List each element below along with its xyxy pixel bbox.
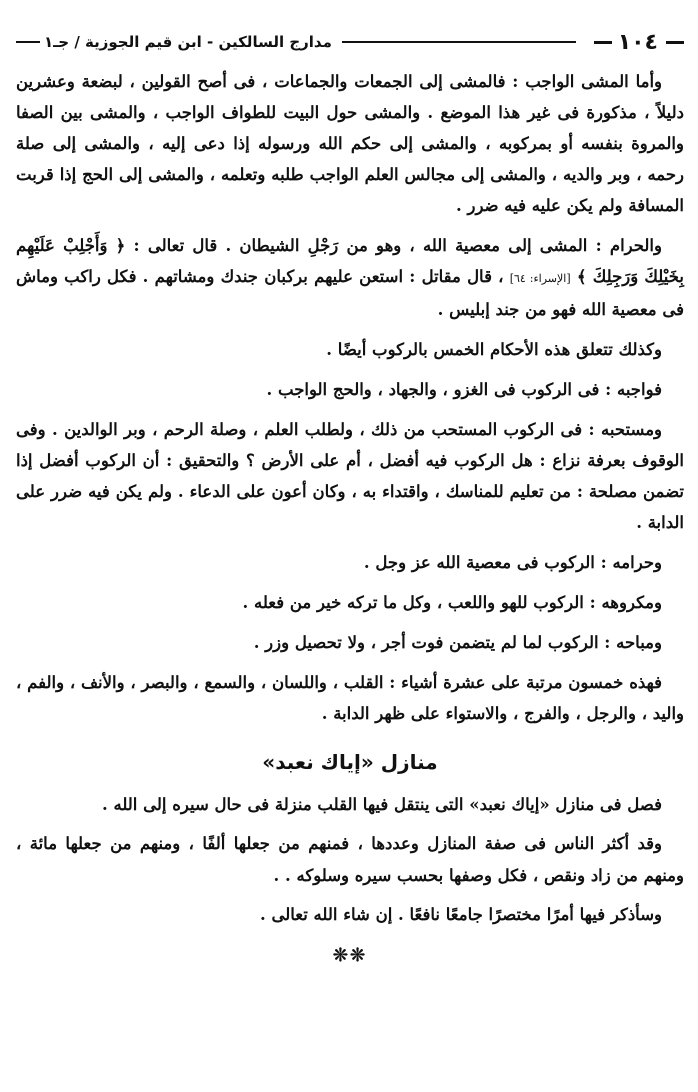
header-rule <box>342 41 576 43</box>
page-number: ١٠٤ <box>617 29 658 55</box>
verse-reference: [الإسراء: ٦٤] <box>509 272 571 285</box>
main-text <box>16 66 684 729</box>
asterism-separator: ❊❊ <box>332 945 368 966</box>
paragraph-text: والحرام : المشى إلى معصية الله ، وهو من رَجْلِ الشيطان . قال تعالى : ﴿ وَأَجْلِبْ عَلَيْهِم بِخَيْلِكَ وَرَجِلِكَ ﴾ <box>16 236 684 286</box>
paragraph-riding-rulings: وكذلك تتعلق هذه الأحكام الخمس بالركوب أيضًا . <box>326 340 662 359</box>
header-dash <box>16 41 40 43</box>
paragraph-fifty-ranks: فهذه خمسون مرتبة على عشرة أشياء : القلب ، واللسان ، والسمع ، والبصر ، والأنف ، والفم ، واليد ، والرجل ، والفرج ، والاستواء على ظهر الدابة . <box>16 673 684 723</box>
paragraph-riding-permissible: ومباحه : الركوب لما لم يتضمن فوت أجر ، ولا تحصيل وزر . <box>253 633 662 652</box>
paragraph-riding-forbidden: وحرامه : الركوب فى معصية الله عز وجل . <box>363 553 662 572</box>
running-title: مدارج السالكين - ابن قيم الجوزية / جـ١ <box>44 33 332 51</box>
paragraph-text: ، قال مقاتل : استعن عليهم بركبان جندك ومشاتهم . فكل راكب وماش فى معصية الله فهو من جند إبليس . <box>16 267 684 319</box>
header-dash <box>666 41 684 44</box>
paragraph-walking-forbidden <box>16 230 684 325</box>
running-header <box>16 22 684 62</box>
header-dash <box>594 41 612 44</box>
paragraph-riding-recommended: ومستحبه : فى الركوب المستحب من ذلك ، ولطلب العلم ، وصلة الرحم ، وبر الوالدين . وفى الوقوف بعرفة نزاع : هل الركوب فيه أفضل ، أم على الأرض ؟ والتحقيق : أن الركوب أفضل إذا تضمن مصلحة : من تعليم للمناسك ، واقتداء به ، وكان أعون على الدعاء . ولم يكن فيه ضرر على الدابة . <box>16 420 684 532</box>
section-heading: منازل «إياك نعبد» <box>262 750 438 774</box>
section-paragraph: وسأذكر فيها أمرًا مختصرًا جامعًا نافعًا . إن شاء الله تعالى . <box>259 905 662 924</box>
paragraph-walking-obligatory: وأما المشى الواجب : فالمشى إلى الجمعات والجماعات ، فى أصح القولين ، لبضعة وعشرين دليلاً ، مذكورة فى غير هذا الموضع . والمشى حول البيت للطواف الواجب ، والمشى بين الصفا والمروة بنفسه أو بمركوبه ، والمشى إلى حكم الله ورسوله إذا دعى إليه ، والمشى إلى صلة رحمه ، وبر والديه ، والمشى إلى مجالس العلم الواجب طلبه وتعلمه ، والمشى إلى الحج إذا قربت المسافة ولم يكن عليه فيه ضرر . <box>16 72 684 215</box>
section-paragraph: وقد أكثر الناس فى صفة المنازل وعددها ، فمنهم من جعلها ألفًا ، ومنهم من جعلها مائة ، ومنهم من زاد ونقص ، فكل وصفها بحسب سيره وسلوكه . . <box>16 834 684 885</box>
paragraph-riding-obligatory: فواجبه : فى الركوب فى الغزو ، والجهاد ، والحج الواجب . <box>266 380 662 399</box>
paragraph-riding-disliked: ومكروهه : الركوب للهو واللعب ، وكل ما تركه خير من فعله . <box>242 593 662 612</box>
section-paragraph: فصل فى منازل «إياك نعبد» التى ينتقل فيها القلب منزلة فى حال سيره إلى الله . <box>101 795 662 814</box>
section-text <box>16 789 684 931</box>
